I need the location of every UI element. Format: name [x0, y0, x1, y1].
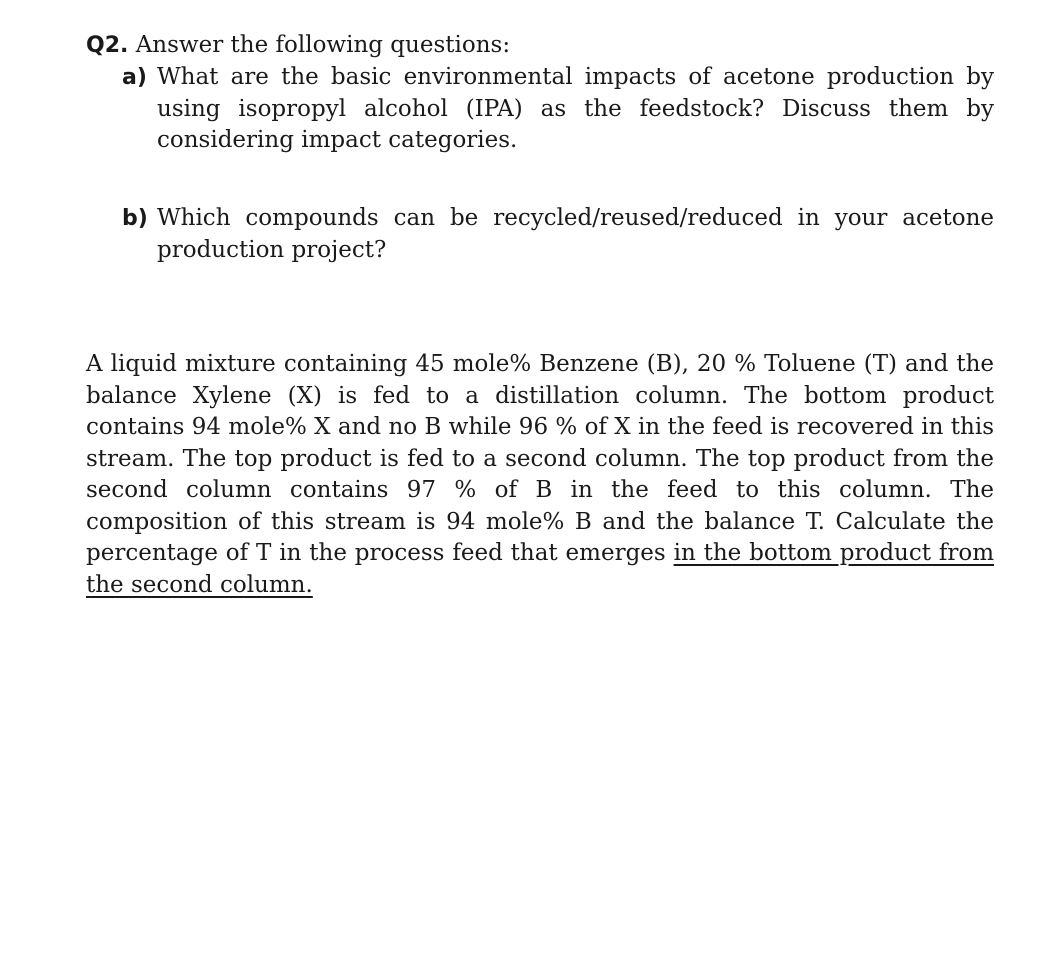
question-number: Q2.	[86, 33, 129, 58]
subquestion-b-text: Which compounds can be recycled/reused/reduced in your acetone production project?	[157, 205, 994, 263]
problem-underlined-text: in the bottom product from the second column.	[86, 540, 995, 598]
question-intro: Answer the following questions:	[135, 32, 511, 58]
subquestion-b	[122, 203, 994, 266]
problem-text: A liquid mixture containing 45 mole% Benzene (B), 20 % Toluene (T) and the balance Xylene (X) is fed to a distillation column. The bottom product contains 94 mole% X and no B while 96 % of X in the feed is recovered in this stream. The top product is fed to a second column. The top product from the second column contains 97 % of B in the feed to this column. The composition of this stream is 94 mole% B and the balance T. Calculate the percentage of T in the process feed that emerges	[86, 351, 994, 566]
subquestion-a-text: What are the basic environmental impacts of acetone production by using isopropyl alcohol (IPA) as the feedstock? Discuss them by considering impact categories.	[157, 64, 994, 153]
subquestion-b-label: b)	[122, 206, 148, 231]
problem-statement	[86, 349, 994, 601]
subquestion-a	[122, 62, 994, 157]
subquestion-a-label: a)	[122, 65, 147, 90]
question-header	[86, 30, 1006, 62]
